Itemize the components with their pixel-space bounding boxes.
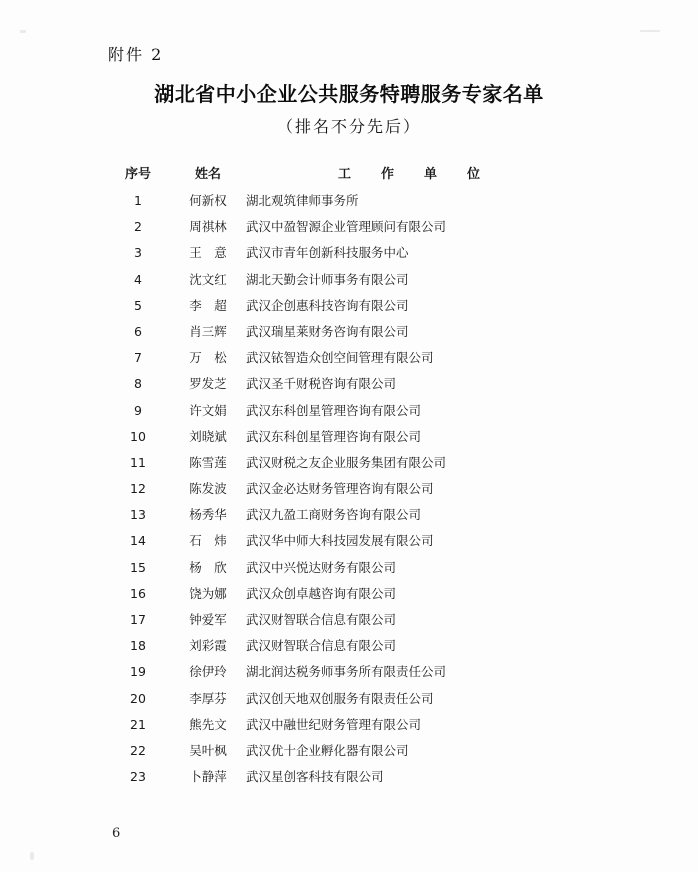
table-header-row (108, 162, 578, 188)
table-row (108, 581, 578, 607)
expert-name: 罗发芝 (189, 376, 227, 392)
expert-name: 刘彩霞 (189, 638, 227, 654)
work-unit: 武汉创天地双创服务有限责任公司 (246, 690, 434, 706)
table-row (108, 188, 578, 214)
table-row (108, 607, 578, 633)
row-number: 5 (134, 297, 142, 313)
row-number: 11 (130, 454, 146, 470)
expert-name: 沈文红 (189, 271, 227, 287)
table-row (108, 293, 578, 319)
row-number: 6 (134, 323, 142, 339)
expert-list-table (108, 162, 578, 790)
table-row (108, 214, 578, 240)
work-unit: 湖北观筑律师事务所 (246, 193, 359, 208)
row-number: 9 (134, 402, 142, 418)
expert-name: 李厚芬 (189, 690, 227, 706)
table-row (108, 555, 578, 581)
row-number: 17 (130, 612, 146, 627)
row-number: 20 (130, 690, 146, 706)
work-unit: 湖北润达税务师事务所有限责任公司 (246, 664, 447, 680)
table-row (108, 712, 578, 738)
work-unit: 武汉华中师大科技园发展有限公司 (246, 533, 434, 549)
document-title: 湖北省中小企业公共服务特聘服务专家名单 (154, 82, 544, 106)
page-number: 6 (112, 826, 121, 841)
row-number: 2 (134, 219, 142, 235)
work-unit: 武汉九盈工商财务咨询有限公司 (246, 507, 422, 523)
work-unit: 武汉财智联合信息有限公司 (246, 638, 397, 654)
work-unit: 武汉企创惠科技咨询有限公司 (246, 297, 409, 313)
row-number: 19 (130, 664, 146, 680)
expert-name: 陈发波 (189, 481, 227, 497)
expert-name: 杨秀华 (189, 507, 227, 523)
table-row (108, 476, 578, 502)
work-unit: 武汉财税之友企业服务集团有限公司 (246, 454, 447, 470)
document-subtitle: （排名不分先后） (276, 117, 421, 136)
expert-name: 石 炜 (189, 533, 227, 549)
row-number: 16 (130, 585, 146, 601)
attachment-label: 附件 2 (108, 45, 164, 64)
expert-name: 钟爱军 (189, 612, 227, 627)
expert-name: 肖三辉 (189, 323, 227, 339)
expert-name: 陈雪莲 (189, 454, 227, 470)
table-row (108, 738, 578, 764)
scan-artifact (30, 852, 34, 860)
row-number: 21 (130, 716, 146, 732)
row-number: 15 (130, 559, 146, 575)
scan-artifact (20, 30, 26, 33)
table-row (108, 686, 578, 712)
expert-name: 何新权 (189, 193, 227, 208)
table-row (108, 319, 578, 345)
work-unit: 武汉圣千财税咨询有限公司 (246, 376, 397, 392)
header-name: 姓名 (194, 167, 221, 182)
header-number: 序号 (124, 167, 151, 182)
row-number: 8 (134, 376, 142, 392)
work-unit: 武汉东科创星管理咨询有限公司 (246, 428, 422, 444)
expert-name: 杨 欣 (189, 559, 227, 575)
expert-name: 刘晓斌 (189, 428, 227, 444)
expert-name: 吴叶枫 (189, 742, 227, 758)
row-number: 23 (130, 769, 146, 785)
row-number: 22 (130, 742, 146, 758)
expert-name: 徐伊玲 (189, 664, 227, 680)
row-number: 18 (130, 638, 146, 654)
table-row (108, 371, 578, 397)
work-unit: 武汉财智联合信息有限公司 (246, 612, 397, 627)
table-row (108, 633, 578, 659)
row-number: 13 (130, 507, 146, 523)
expert-name: 熊先文 (189, 716, 227, 732)
work-unit: 武汉东科创星管理咨询有限公司 (246, 402, 422, 418)
table-row (108, 345, 578, 371)
expert-name: 万 松 (189, 350, 227, 366)
row-number: 12 (130, 481, 146, 497)
table-row (108, 502, 578, 528)
row-number: 1 (134, 193, 142, 208)
expert-name: 卜静萍 (189, 769, 227, 785)
table-row (108, 240, 578, 266)
expert-name: 周祺林 (189, 219, 227, 235)
table-row (108, 424, 578, 450)
header-work-unit: 工作单位 (338, 167, 511, 182)
work-unit: 武汉中融世纪财务管理有限公司 (246, 716, 422, 732)
work-unit: 武汉中盈智源企业管理顾问有限公司 (246, 219, 447, 235)
expert-name: 李 超 (189, 297, 227, 313)
row-number: 14 (130, 533, 146, 549)
row-number: 3 (134, 245, 142, 261)
table-row (108, 764, 578, 790)
table-row (108, 267, 578, 293)
work-unit: 武汉星创客科技有限公司 (246, 769, 384, 785)
work-unit: 武汉中兴悦达财务有限公司 (246, 559, 397, 575)
work-unit: 武汉瑞星莱财务咨询有限公司 (246, 323, 409, 339)
work-unit: 湖北天勤会计师事务有限公司 (246, 271, 409, 287)
table-row (108, 450, 578, 476)
work-unit: 武汉铱智造众创空间管理有限公司 (246, 350, 434, 366)
row-number: 10 (130, 428, 146, 444)
work-unit: 武汉优十企业孵化器有限公司 (246, 742, 409, 758)
scan-artifact (640, 30, 660, 32)
table-row (108, 659, 578, 685)
table-row (108, 398, 578, 424)
row-number: 7 (134, 350, 142, 366)
work-unit: 武汉众创卓越咨询有限公司 (246, 585, 397, 601)
row-number: 4 (134, 271, 142, 287)
work-unit: 武汉市青年创新科技服务中心 (246, 245, 409, 261)
expert-name: 饶为娜 (189, 585, 227, 601)
expert-name: 许文娟 (189, 402, 227, 418)
expert-name: 王 意 (189, 245, 227, 261)
table-row (108, 528, 578, 554)
work-unit: 武汉金必达财务管理咨询有限公司 (246, 481, 434, 497)
